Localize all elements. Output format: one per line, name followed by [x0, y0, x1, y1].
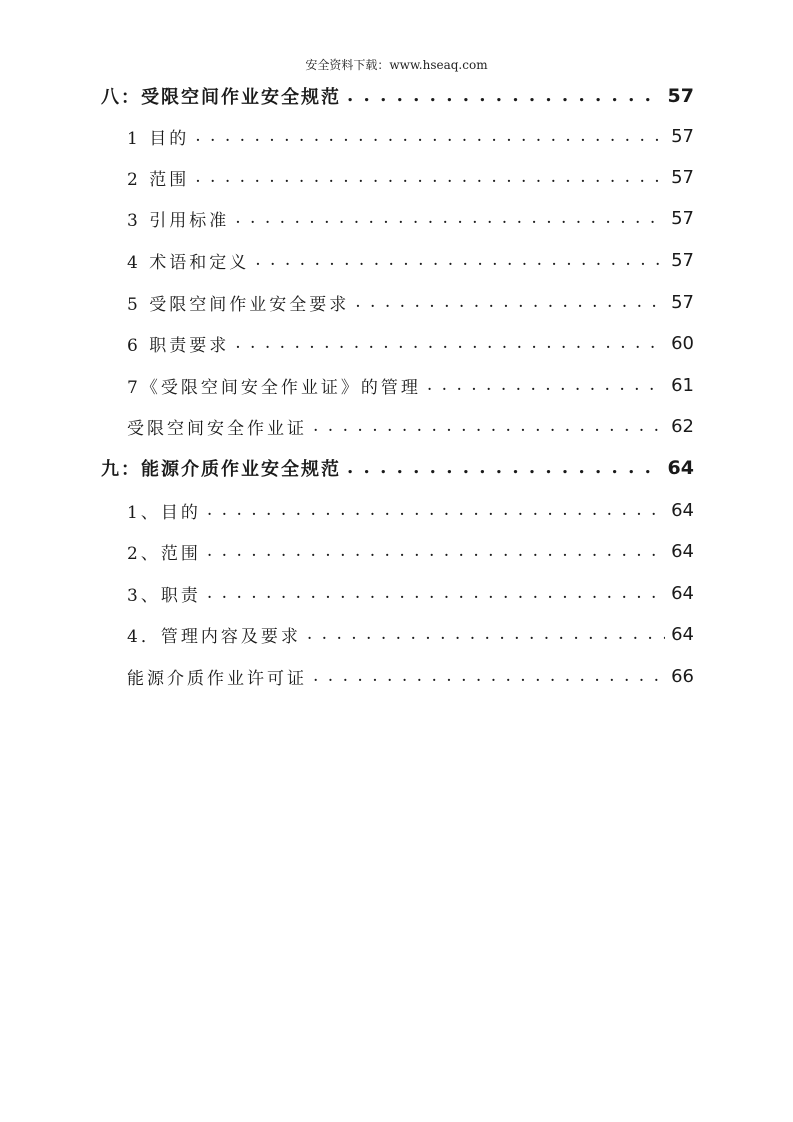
toc-entry-title: 2 范围: [127, 169, 190, 190]
toc-page-number: 57: [671, 291, 694, 313]
toc-page-number: 57: [671, 207, 694, 229]
toc-entry-title: 5 受限空间作业安全要求: [127, 294, 350, 315]
toc-dot-leader: [195, 160, 665, 194]
toc-dot-leader: [313, 659, 665, 693]
toc-dot-leader: [347, 451, 662, 485]
toc-entry[interactable]: [127, 659, 694, 693]
toc-entry[interactable]: [127, 119, 694, 153]
toc-entry[interactable]: [127, 285, 694, 319]
toc-chapter-8[interactable]: [101, 79, 694, 113]
page-header: 安全资料下载：www.hseaq.com: [305, 58, 488, 72]
toc-entry[interactable]: [127, 409, 694, 443]
toc-dot-leader: [313, 409, 665, 443]
toc-page-number: 57: [667, 85, 694, 107]
toc-entry[interactable]: [127, 243, 694, 277]
toc-entry-title: 能源介质作业许可证: [127, 668, 307, 689]
toc-entry[interactable]: [127, 534, 694, 568]
toc-entry-title: 7《受限空间安全作业证》的管理: [127, 377, 421, 398]
toc-dot-leader: [235, 326, 665, 360]
toc-page-number: 66: [671, 665, 694, 687]
toc-entry-title: 1、目的: [127, 502, 201, 523]
toc-dot-leader: [235, 201, 665, 235]
toc-entry[interactable]: [127, 201, 694, 235]
toc-page-number: 64: [671, 582, 694, 604]
toc-dot-leader: [347, 79, 662, 113]
toc-entry[interactable]: [127, 326, 694, 360]
toc-entry-title: 3 引用标准: [127, 210, 230, 231]
toc-entry[interactable]: [127, 160, 694, 194]
toc-entry-title: 受限空间安全作业证: [127, 418, 307, 439]
toc-entry-title: 1 目的: [127, 128, 190, 149]
toc-dot-leader: [195, 119, 665, 153]
toc-page-number: 60: [671, 332, 694, 354]
toc-page-number: 64: [667, 457, 694, 479]
toc-chapter-9[interactable]: [101, 451, 694, 485]
toc-dot-leader: [255, 243, 665, 277]
toc-entry-title: 2、范围: [127, 543, 201, 564]
toc-entry[interactable]: [127, 368, 694, 402]
toc-dot-leader: [207, 534, 665, 568]
toc-entry-title: 3、职责: [127, 585, 201, 606]
toc-entry[interactable]: [127, 617, 694, 651]
toc-entry[interactable]: [127, 576, 694, 610]
toc-entry-title: 4．管理内容及要求: [127, 626, 301, 647]
toc-dot-leader: [427, 368, 665, 402]
toc-dot-leader: [207, 493, 665, 527]
toc-page-number: 64: [671, 540, 694, 562]
toc-chapter-title: 九：能源介质作业安全规范: [101, 459, 341, 480]
toc-chapter-title: 八：受限空间作业安全规范: [101, 87, 341, 108]
toc-entry[interactable]: [127, 493, 694, 527]
toc-page-number: 57: [671, 125, 694, 147]
toc-entry-title: 6 职责要求: [127, 335, 230, 356]
toc-page-number: 64: [671, 623, 694, 645]
toc-dot-leader: [307, 617, 665, 651]
toc-page-number: 61: [671, 374, 694, 396]
toc-dot-leader: [207, 576, 665, 610]
toc-dot-leader: [355, 285, 665, 319]
toc-page-number: 57: [671, 249, 694, 271]
toc-page-number: 62: [671, 415, 694, 437]
toc-page-number: 64: [671, 499, 694, 521]
toc-page-number: 57: [671, 166, 694, 188]
toc-entry-title: 4 术语和定义: [127, 252, 250, 273]
